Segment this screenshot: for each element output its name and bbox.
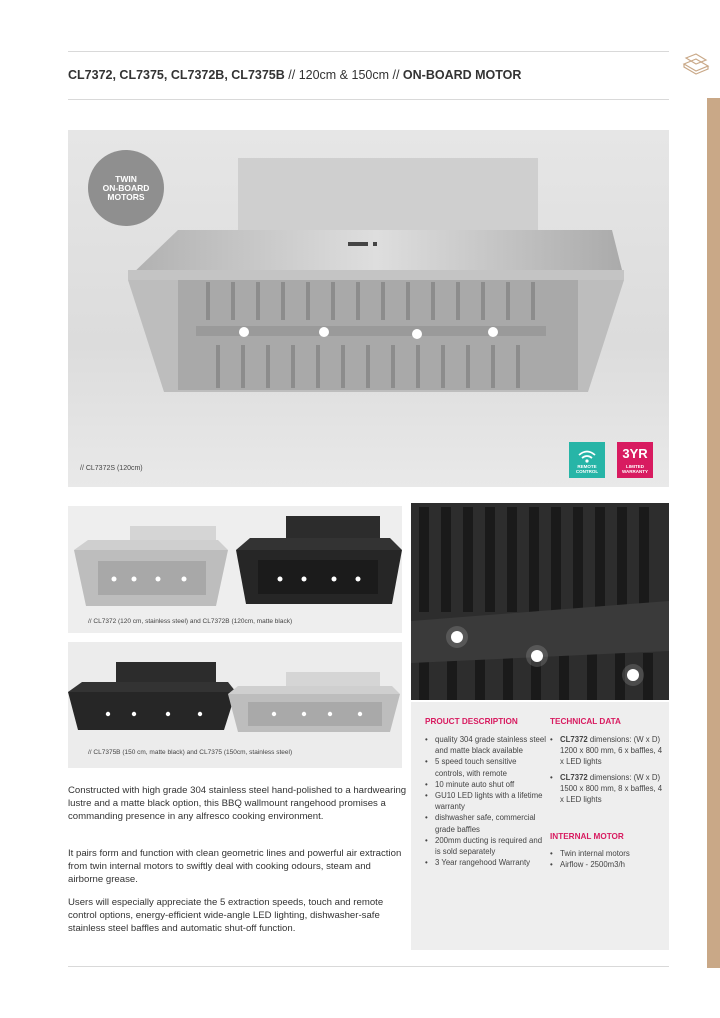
page-header bbox=[68, 68, 521, 82]
list-item bbox=[548, 734, 664, 768]
function-paragraph bbox=[68, 847, 408, 887]
top-rule bbox=[68, 51, 669, 52]
spec-panel bbox=[411, 702, 669, 950]
header-sep: // bbox=[284, 68, 299, 82]
badge-line: MOTORS bbox=[107, 191, 145, 202]
header-sizes: 120cm & 150cm bbox=[298, 68, 390, 82]
list-item: • 200mm ducting is required and is sold separately bbox=[423, 835, 547, 857]
warranty-years: 3YR bbox=[622, 446, 648, 461]
warranty-badge bbox=[617, 442, 653, 478]
twin-motors-badge bbox=[88, 150, 164, 226]
header-models: CL7372, CL7375, CL7372B, CL7375B bbox=[68, 68, 285, 82]
baffle-closeup-illustration bbox=[411, 503, 669, 700]
intro-paragraph bbox=[68, 784, 408, 824]
list-item: • quality 304 grade stainless steel and matte black available bbox=[423, 734, 547, 756]
badge-line: TWIN bbox=[115, 173, 137, 184]
list-item: • 5 speed touch sensitive controls, with remote bbox=[423, 756, 547, 778]
header-sep: // bbox=[389, 68, 403, 82]
bottom-rule bbox=[68, 966, 669, 967]
list-item: • GU10 LED lights with a lifetime warranty bbox=[423, 790, 547, 812]
internal-motor-list bbox=[548, 848, 664, 870]
list-item: • Airflow - 2500m3/h bbox=[548, 859, 664, 870]
internal-motor-heading: INTERNAL MOTOR bbox=[550, 832, 624, 841]
spec-text: dimensions: (W x D) 1200 x 800 mm, 6 x baffles, 4 x LED lights bbox=[560, 735, 663, 767]
remote-label: CONTROL bbox=[575, 469, 599, 474]
photo-120cm-pair bbox=[68, 506, 402, 633]
technical-data-list bbox=[548, 734, 664, 805]
body-text: Constructed with high grade 304 stainless steel hand-polished to a hardwearing lustre and a matte black option, this BBQ wallmount rangehood promises a commanding presence in any alfresco cooking environment. bbox=[68, 785, 407, 823]
warranty-label: LIMITED bbox=[626, 464, 644, 469]
header-rule bbox=[68, 99, 669, 100]
list-item bbox=[548, 772, 664, 806]
model-code: CL7372 bbox=[560, 772, 588, 782]
hero-caption: // CL7372S (120cm) bbox=[80, 465, 143, 472]
badge-line: ON-BOARD bbox=[102, 182, 150, 193]
remote-label: REMOTE bbox=[577, 464, 597, 469]
model-code: CL7372 bbox=[560, 735, 588, 744]
technical-data-heading: TECHNICAL DATA bbox=[550, 717, 621, 726]
product-description-heading: PROUCT DESCRIPTION bbox=[425, 717, 518, 726]
photo-a-caption: // CL7372 (120 cm, stainless steel) and CL7372B (120cm, matte black) bbox=[88, 618, 293, 625]
list-item: • dishwasher safe, commercial grade baffles bbox=[423, 812, 547, 834]
rangehood-pair-illustration bbox=[68, 506, 402, 633]
list-item: • 10 minute auto shut off bbox=[423, 779, 547, 790]
product-description-list bbox=[423, 734, 547, 868]
photo-b-caption: // CL7375B (150 cm, matte black) and CL7375 (150cm, stainless steel) bbox=[88, 749, 293, 756]
body-text: Users will especially appreciate the 5 extraction speeds, touch and remote control options, energy-efficient wide-angle LED lighting, dishwasher-safe stainless steel baffles and automatic shut-off function. bbox=[68, 897, 384, 935]
remote-control-badge bbox=[569, 442, 605, 478]
spec-text: dimensions: (W x D) 1500 x 800 mm, 8 x baffles, 4 x LED lights bbox=[560, 772, 663, 805]
warranty-label: WARRANTY bbox=[622, 469, 648, 474]
list-item: • 3 Year rangehood Warranty bbox=[423, 857, 547, 868]
photo-baffle-closeup bbox=[411, 503, 669, 700]
side-accent-bar bbox=[707, 98, 720, 968]
rangehood-outline-icon bbox=[680, 50, 710, 80]
list-item: • Twin internal motors bbox=[548, 848, 664, 859]
header-motor: ON-BOARD MOTOR bbox=[402, 68, 522, 82]
body-text: It pairs form and function with clean geometric lines and powerful air extraction from twin internal motors to swiftly deal with cooking odours, steam and airborne grease. bbox=[68, 848, 402, 886]
features-paragraph bbox=[68, 896, 408, 936]
hero-photo bbox=[68, 130, 669, 487]
